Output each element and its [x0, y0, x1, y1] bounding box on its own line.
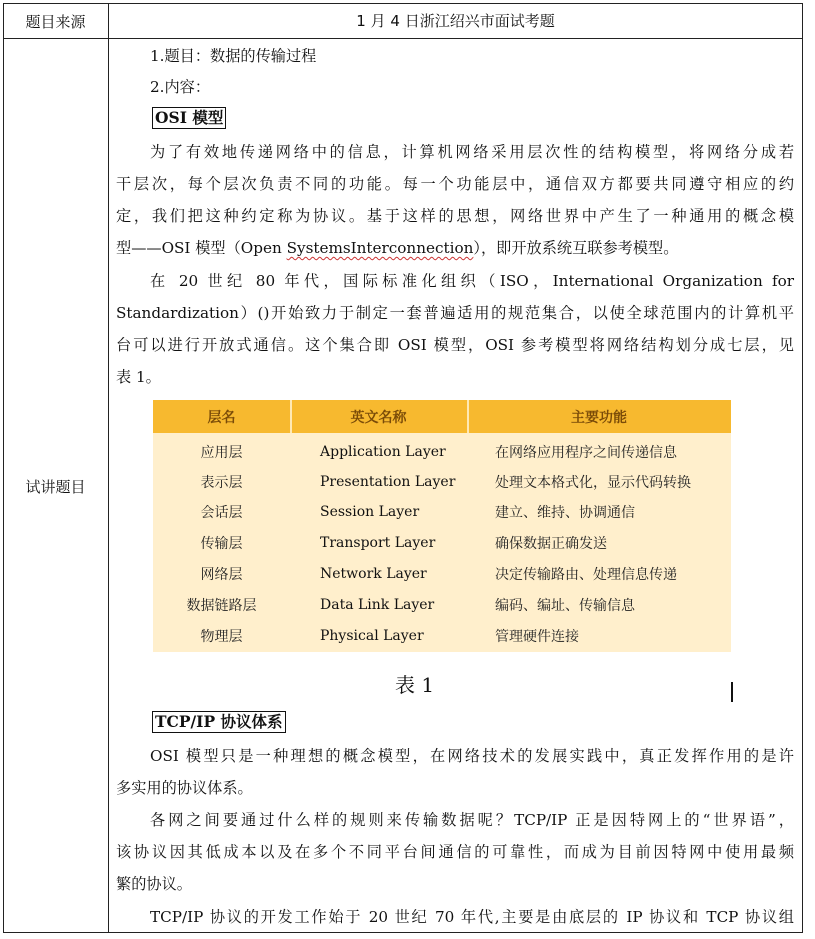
- content-line: 2.内容：: [150, 78, 211, 96]
- tcpip-heading: TCP/IP 协议体系: [152, 711, 286, 733]
- layer-english-name: Transport Layer: [320, 535, 436, 551]
- row-divider: [3, 38, 803, 39]
- paragraph-line: Standardization）()开始致力于制定一套普遍适用的规范集合，以使全球范围内的计算机平: [116, 304, 794, 322]
- source-label: 题目来源: [25, 13, 86, 31]
- table-row: [153, 497, 731, 527]
- paragraph-line: 定，我们把这种约定称为协议。基于这样的思想，网络世界中产生了一种通用的概念模: [116, 207, 794, 225]
- layer-function: 管理硬件连接: [495, 629, 579, 645]
- paragraph-line: TCP/IP 协议的开发工作始于 20 世纪 70 年代,主要是由底层的 IP 协议和 TCP 协议组: [150, 908, 794, 926]
- layer-english-name: Session Layer: [320, 504, 420, 520]
- table-row: [153, 467, 731, 497]
- layer-function: 处理文本格式化，显示代码转换: [495, 475, 691, 491]
- paragraph-line: 多实用的协议体系。: [116, 779, 253, 797]
- layer-name: 物理层: [200, 629, 243, 645]
- text-span: 型——OSI 模型（Open: [116, 239, 287, 257]
- layer-english-name: Application Layer: [320, 444, 446, 460]
- column-divider: [108, 3, 109, 933]
- paragraph-line: 为了有效地传递网络中的信息，计算机网络采用层次性的结构模型，将网络分成若: [150, 143, 794, 161]
- osi-table-header: [153, 400, 731, 433]
- header-main-function: 主要功能: [571, 409, 627, 426]
- table-row: [153, 590, 731, 620]
- layer-name: 传输层: [200, 536, 243, 552]
- paragraph-line: 繁的协议。: [116, 875, 192, 893]
- text-cursor: [731, 682, 733, 702]
- table-row: [153, 621, 731, 651]
- layer-name: 应用层: [200, 445, 243, 461]
- osi-heading: OSI 模型: [152, 107, 226, 129]
- layer-name: 会话层: [200, 505, 243, 521]
- paragraph-line: 在 20 世纪 80 年代，国际标准化组织（ISO，International Organization for: [150, 272, 794, 290]
- paragraph-line: 各网之间要通过什么样的规则来传输数据呢？TCP/IP 正是因特网上的“世界语”，: [150, 811, 794, 829]
- layer-function: 确保数据正确发送: [495, 536, 607, 552]
- layer-english-name: Presentation Layer: [320, 474, 456, 490]
- header-english-name: 英文名称: [350, 409, 407, 426]
- paragraph-line: 台可以进行开放式通信。这个集合即 OSI 模型，OSI 参考模型将网络结构划分成七层，见: [116, 336, 794, 354]
- layer-english-name: Physical Layer: [320, 628, 424, 644]
- paragraph-line: 该协议因其低成本以及在多个不同平台间通信的可靠性，而成为目前因特网中使用最频: [116, 843, 794, 861]
- header-layer-name: 层名: [207, 409, 236, 426]
- text-span: ），即开放系统互联参考模型。: [473, 239, 679, 257]
- paragraph-line: 干层次，每个层次负责不同的功能。每一个功能层中，通信双方都要共同遵守相应的约: [116, 175, 794, 193]
- layer-name: 数据链路层: [186, 598, 257, 614]
- layer-english-name: Network Layer: [320, 566, 427, 582]
- layer-function: 建立、维持、协调通信: [495, 505, 635, 521]
- table-row: [153, 437, 731, 467]
- topic-line: 1.题目：数据的传输过程: [150, 47, 317, 65]
- header-separator: [290, 400, 292, 433]
- layer-function: 决定传输路由、处理信息传递: [495, 567, 677, 583]
- header-separator: [467, 400, 469, 433]
- layer-name: 表示层: [200, 475, 243, 491]
- layer-english-name: Data Link Layer: [320, 597, 435, 613]
- paragraph-line: 表 1。: [116, 368, 161, 386]
- table-row: [153, 559, 731, 589]
- exam-source-title: 1 月 4 日浙江绍兴市面试考题: [356, 12, 555, 30]
- paragraph-line: OSI 模型只是一种理想的概念模型，在网络技术的发展实践中，真正发挥作用的是许: [150, 747, 794, 765]
- spellcheck-underlined-text: SystemsInterconnection: [286, 239, 474, 257]
- lecture-topic-label: 试讲题目: [25, 478, 86, 496]
- layer-function: 在网络应用程序之间传递信息: [495, 445, 677, 461]
- layer-name: 网络层: [200, 567, 243, 583]
- osi-layer-table: [153, 400, 731, 652]
- layer-function: 编码、编址、传输信息: [495, 598, 635, 614]
- table-row: [153, 528, 731, 558]
- table-caption: 表 1: [395, 673, 435, 697]
- paragraph-line: [116, 238, 678, 258]
